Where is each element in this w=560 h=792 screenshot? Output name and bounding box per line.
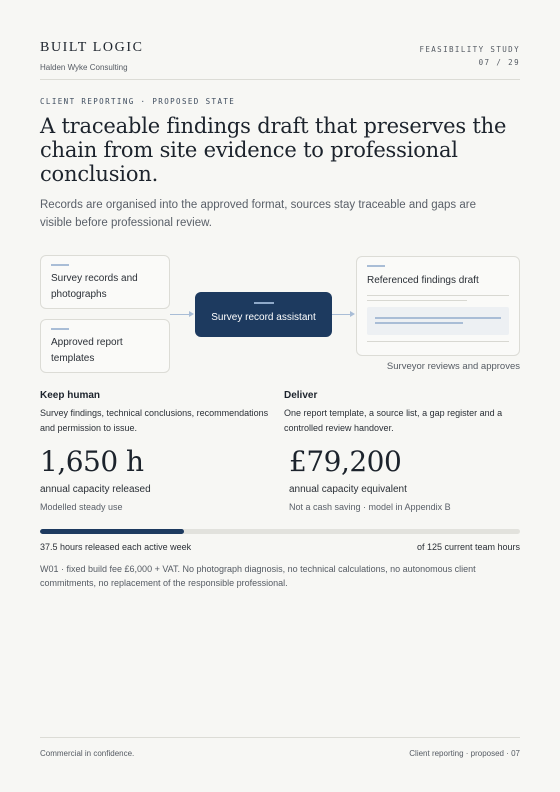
draft-line bbox=[367, 295, 509, 296]
progress-right-label: of 125 current team hours bbox=[416, 542, 520, 552]
consultancy-name: Halden Wyke Consulting bbox=[40, 63, 128, 72]
hours-progress-fill bbox=[40, 529, 184, 534]
scope-footnote: W01 · fixed build fee £6,000 + VAT. No photograph diagnosis, no technical calculations, no autonomous client commitments, no replacement of the responsible professional. bbox=[40, 564, 476, 588]
draft-line bbox=[367, 300, 467, 301]
capacity-hours-label: annual capacity released bbox=[40, 484, 151, 495]
footer-section-label: Client reporting · proposed · 07 bbox=[409, 749, 520, 758]
source-card-label: Survey records and photographs bbox=[51, 273, 138, 300]
capacity-value-label: annual capacity equivalent bbox=[289, 484, 407, 495]
keep-human-text: Survey findings, technical conclusions, recommendations and permission to issue. bbox=[40, 408, 269, 433]
lede-paragraph: Records are organised into the approved format, sources stay traceable and gaps are visible before professional review. bbox=[40, 199, 476, 229]
connector-in bbox=[170, 314, 190, 315]
arrow-in-icon bbox=[189, 311, 194, 317]
document-meta bbox=[419, 43, 520, 69]
assistant-label: Survey record assistant bbox=[211, 312, 316, 323]
page-header bbox=[40, 40, 520, 80]
source-card-label: Approved report templates bbox=[51, 337, 123, 364]
assistant-node bbox=[195, 292, 332, 337]
section-eyebrow: CLIENT REPORTING · PROPOSED STATE bbox=[40, 97, 236, 106]
card-accent-bar bbox=[367, 265, 385, 267]
card-accent-bar bbox=[51, 264, 69, 266]
confidentiality-note: Commercial in confidence. bbox=[40, 749, 135, 758]
source-card-report-templates bbox=[40, 319, 170, 373]
capacity-value-note: Not a cash saving · model in Appendix B bbox=[289, 502, 451, 512]
arrow-out-icon bbox=[350, 311, 355, 317]
page-number: 07 / 29 bbox=[478, 58, 520, 67]
capacity-hours-note: Modelled steady use bbox=[40, 502, 123, 512]
brand-name: BUILT LOGIC bbox=[40, 40, 144, 55]
card-accent-bar bbox=[51, 328, 69, 330]
deliver-title: Deliver bbox=[284, 390, 318, 401]
output-card-findings-draft bbox=[356, 256, 520, 356]
progress-left-label: 37.5 hours released each active week bbox=[40, 542, 192, 552]
keep-human-title: Keep human bbox=[40, 390, 101, 401]
source-card-survey-records bbox=[40, 255, 170, 309]
output-card-label: Referenced findings draft bbox=[367, 275, 479, 286]
draft-excerpt-line bbox=[375, 322, 463, 324]
connector-out bbox=[332, 314, 350, 315]
capacity-hours-value: 1,650 h bbox=[40, 445, 144, 478]
assistant-accent-bar bbox=[254, 302, 274, 304]
page-footer bbox=[40, 737, 520, 758]
document-type: FEASIBILITY STUDY bbox=[419, 45, 520, 54]
hours-progress-bar bbox=[40, 529, 520, 534]
draft-line bbox=[367, 341, 509, 342]
capacity-value-amount: £79,200 bbox=[289, 445, 402, 478]
deliver-text: One report template, a source list, a gap register and a controlled review handover. bbox=[284, 408, 503, 433]
diagram-caption: Surveyor reviews and approves bbox=[386, 361, 520, 372]
draft-excerpt-box bbox=[367, 307, 509, 335]
draft-excerpt-line bbox=[375, 317, 501, 319]
page-headline: A traceable findings draft that preserves the chain from site evidence to professional conclusion. bbox=[40, 114, 507, 186]
